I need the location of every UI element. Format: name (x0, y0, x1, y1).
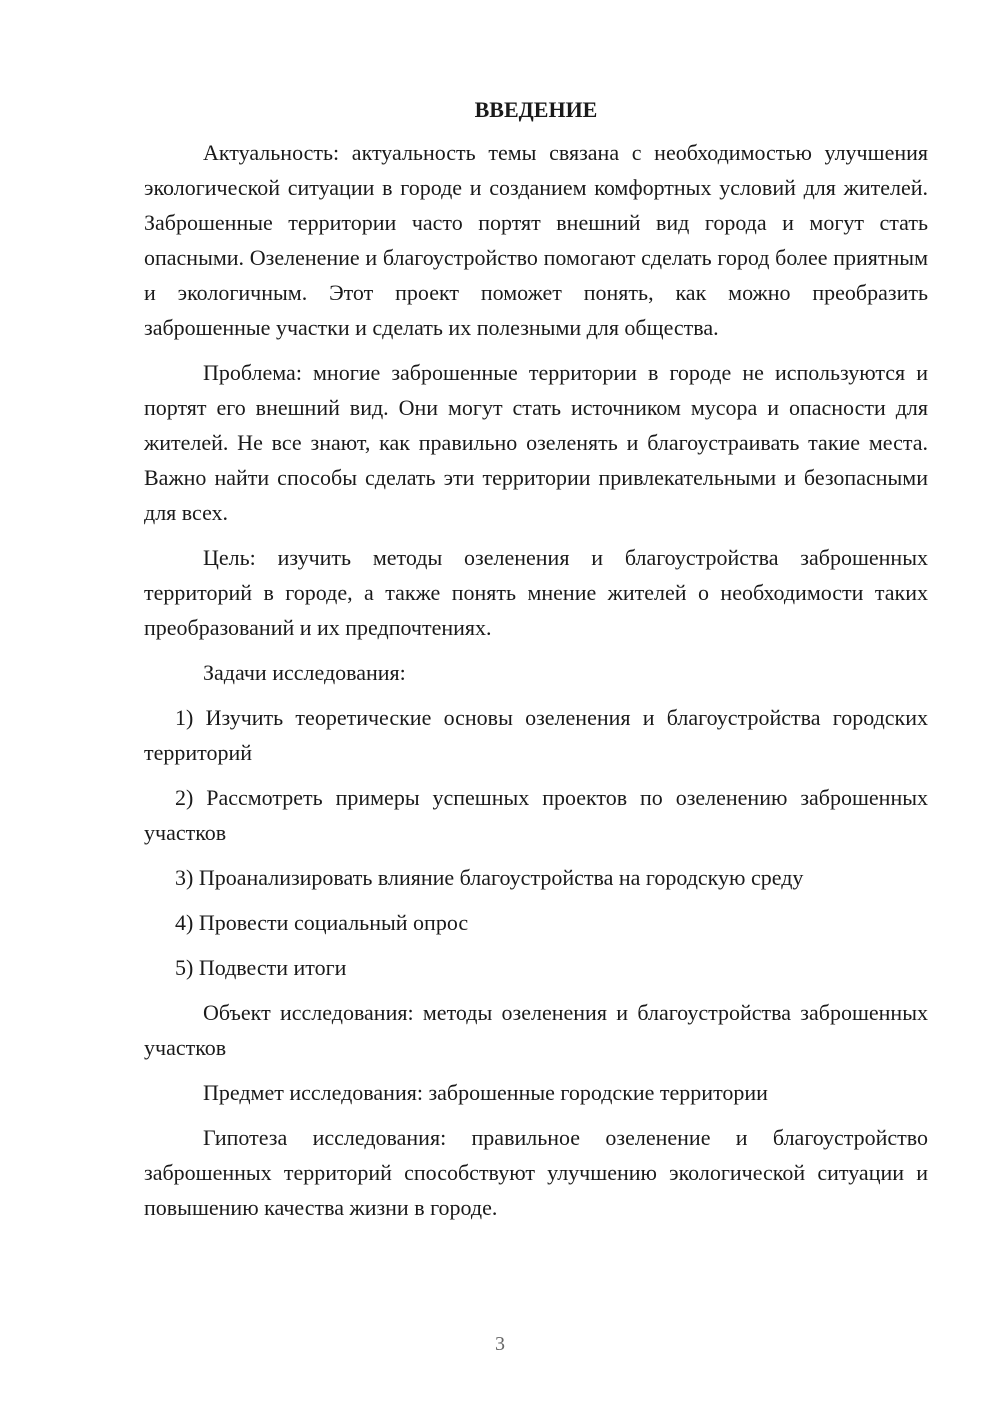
research-object-paragraph: Объект исследования: методы озеленения и благоустройства заброшенных участков (144, 1000, 928, 1060)
hypothesis-paragraph: Гипотеза исследования: правильное озеленение и благоустройство заброшенных территорий способствуют улучшению экологической ситуации и повышению качества жизни в городе. (144, 1125, 928, 1220)
task-item: 5) Подвести итоги (175, 955, 347, 980)
task-item: 4) Провести социальный опрос (175, 910, 469, 935)
page-title: ВВЕДЕНИЕ (474, 97, 598, 122)
document-page (144, 92, 928, 1235)
research-subject-paragraph: Предмет исследования: заброшенные городские территории (203, 1080, 768, 1105)
problem-paragraph: Проблема: многие заброшенные территории в городе не используются и портят его внешний вид. Они могут стать источником мусора и опасности для жителей. Не все знают, как правильно озеленять и благоустраивать такие места. Важно найти способы сделать эти территории привлекательными и безопасными для всех. (144, 360, 928, 525)
task-item: 1) Изучить теоретические основы озеленения и благоустройства городских территорий (144, 705, 928, 765)
task-item: 2) Рассмотреть примеры успешных проектов по озеленению заброшенных участков (144, 785, 928, 845)
goal-paragraph: Цель: изучить методы озеленения и благоустройства заброшенных территорий в городе, а также понять мнение жителей о необходимости таких преобразований и их предпочтениях. (144, 545, 928, 640)
task-item: 3) Проанализировать влияние благоустройства на городскую среду (175, 865, 804, 890)
relevance-paragraph: Актуальность: актуальность темы связана с необходимостью улучшения экологической ситуации в городе и созданием комфортных условий для жителей. Заброшенные территории часто портят внешний вид города и могут стать опасными. Озеленение и благоустройство помогают сделать город более приятным и экологичным. Этот проект поможет понять, как можно преобразить заброшенные участки и сделать их полезными для общества. (144, 140, 928, 340)
page-number: 3 (495, 1333, 505, 1355)
tasks-heading: Задачи исследования: (203, 660, 406, 685)
